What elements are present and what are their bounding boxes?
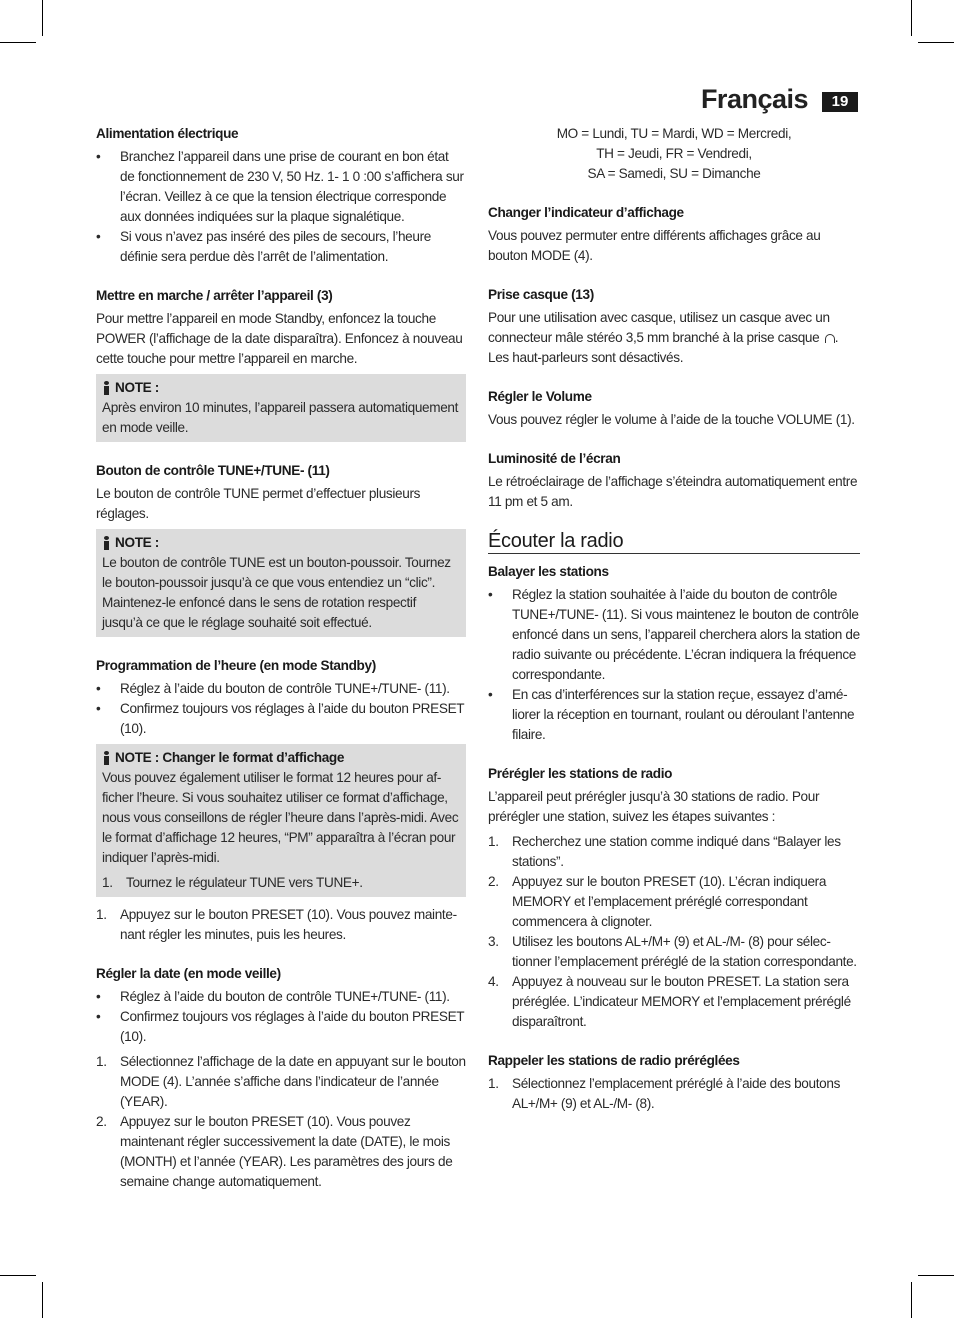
page-title: Français [700,84,808,114]
headphone-icon [825,334,835,343]
section-display [488,203,860,266]
list-item: • Confirmez toujours vos réglages à l’aide du bouton PRESET (10). [96,1007,466,1047]
step-number: 2. [488,874,499,889]
step-number: 1. [102,875,113,890]
step-text: Sélectionnez l’emplacement préréglé à l’aide des boutons AL+/M+ (9) et AL-/M- (8). [512,1076,841,1111]
section-headphones [488,285,860,368]
step-number: 3. [488,934,499,949]
note-title: NOTE : [115,380,159,395]
section-title: Programmation de l’heure (en mode Standby) [96,658,376,673]
paragraph: Le rétroéclairage de l’affichage s’éteindra automatiquement entre 11 pm et 5 am. [488,474,858,509]
step-text: Recherchez une station comme indiqué dans “Balayer les stations”. [512,834,841,869]
section-title: Alimentation électrique [96,126,239,141]
step-number: 1. [96,907,107,922]
info-icon [102,751,111,765]
note-box [96,529,466,637]
info-icon [102,381,111,395]
section-brightness [488,449,860,512]
section-recall [488,1051,860,1114]
crop-mark [918,42,954,43]
step-text: Tournez le régulateur TUNE vers TUNE+. [126,875,363,890]
note-title: NOTE : Changer le format d’affichage [115,750,345,765]
weekday-line: TH = Jeudi, FR = Vendredi, [596,146,752,161]
note-text: Vous pouvez également utiliser le format 12 heures pour afficher l’heure. Si vous souhaitez utiliser ce format d’affichage, nous vous conseillons de régler l’heure dans l’après-midi. Avec le format d’affichage 12 heures, “PM” apparaîtra à l’écran pour indiquer l’après-midi. [102,770,459,865]
section-onoff [96,286,466,442]
paragraph-part: . Les haut-parleurs sont désactivés. [488,330,839,365]
note-box [96,744,466,897]
step-text: Utilisez les boutons AL+/M+ (9) et AL-/M- (8) pour sélectionner l’emplacement préréglé de la station correspondante. [512,934,857,969]
step-text: Sélectionnez l’affichage de la date en appuyant sur le bouton MODE (4). L’année s’affiche dans l’indicateur de l’année (YEAR). [120,1054,466,1109]
section-title: Rappeler les stations de radio préréglées [488,1053,740,1068]
step-number: 1. [488,1076,499,1091]
section-title: Balayer les stations [488,564,609,579]
chapter-heading: Écouter la radio [488,531,860,554]
note-text: Le bouton de contrôle TUNE est un bouton-poussoir. Tournez le bouton-poussoir jusqu’à ce que vous entendiez un “clic”. Maintenez-le enfoncé dans le sens de rotation respectif jusqu’à ce que le réglage souhaité soit effectué. [102,555,451,630]
list-item: • Si vous n’avez pas inséré des piles de secours, l’heure définie sera perdue dès l’arrêt de l’alimentation. [96,227,466,267]
section-scan [488,562,860,745]
paragraph [488,308,860,368]
weekday-line: SA = Samedi, SU = Dimanche [587,166,761,181]
note-text: Après environ 10 minutes, l’appareil passera automatiquement en mode veille. [102,400,459,435]
section-title: Régler la date (en mode veille) [96,966,281,981]
section-volume [488,387,860,430]
list-item: • Branchez l’appareil dans une prise de courant en bon état de fonctionnement de 230 V, 50 Hz. 1- 1 0 :00 s’affichera sur l’écran. Veillez à ce que la tension électrique corresponde aux données indiquées sur la plaque signalétique. [96,147,466,227]
step-text: Appuyez sur le bouton PRESET (10). Vous pouvez maintenant régler successivement la date (DATE), le mois (MONTH) et l’année (YEAR). Les paramètres des jours de semaine change automatiquement. [120,1114,453,1189]
section-preset [488,764,860,1032]
section-title: Prérégler les stations de radio [488,766,673,781]
paragraph: Vous pouvez permuter entre différents affichages grâce au bouton MODE (4). [488,228,821,263]
weekday-line: MO = Lundi, TU = Mardi, WD = Mercredi, [556,126,792,141]
section-power [96,124,466,267]
section-title: Bouton de contrôle TUNE+/TUNE- (11) [96,463,330,478]
crop-mark [911,0,912,36]
step-text: Appuyez sur le bouton PRESET (10). Vous pouvez maintenant régler les minutes, puis les heures. [120,907,458,942]
left-column [96,124,466,1211]
list-item: • Réglez à l’aide du bouton de contrôle TUNE+/TUNE- (11). [96,679,466,699]
crop-mark [42,0,43,36]
paragraph-part: Pour une utilisation avec casque, utilisez un casque avec un connecteur mâle stéréo 3,5 mm branché à la prise casque [488,310,830,345]
crop-mark [911,1282,912,1318]
list-item: • Réglez à l’aide du bouton de contrôle TUNE+/TUNE- (11). [96,987,466,1007]
right-column [488,124,860,1133]
step-number: 4. [488,974,499,989]
paragraph: L’appareil peut prérégler jusqu’à 30 stations de radio. Pour prérégler une station, suivez les étapes suivantes : [488,789,820,824]
paragraph: Pour mettre l’appareil en mode Standby, enfoncez la touche POWER (l’affichage de la date disparaîtra). Enfoncez à nouveau cette touche pour mettre l’appareil en marche. [96,311,463,366]
step-number: 1. [96,1054,107,1069]
weekday-legend [488,124,860,184]
section-title: Changer l’indicateur d’affichage [488,205,684,220]
paragraph: Le bouton de contrôle TUNE permet d’effectuer plusieurs réglages. [96,486,421,521]
info-icon [102,536,111,550]
section-title: Luminosité de l’écran [488,451,621,466]
note-box [96,374,466,442]
list-item: • Réglez la station souhaitée à l’aide du bouton de contrôle TUNE+/TUNE- (11). Si vous maintenez le bouton de contrôle enfoncé dans un sens, l’appareil cherchera alors la station de radio suivante ou précédente. L’écran indiquera la fréquence correspondante. [488,585,860,685]
section-title: Mettre en marche / arrêter l’appareil (3) [96,288,333,303]
crop-mark [918,1275,954,1276]
paragraph: Vous pouvez régler le volume à l’aide de la touche VOLUME (1). [488,412,855,427]
list-item: • Confirmez toujours vos réglages à l’aide du bouton PRESET (10). [96,699,466,739]
step-number: 1. [488,834,499,849]
section-date [96,964,466,1192]
page-number: 19 [822,92,858,112]
section-clock [96,656,466,945]
section-title: Régler le Volume [488,389,592,404]
crop-mark [0,42,36,43]
step-number: 2. [96,1114,107,1129]
crop-mark [0,1275,36,1276]
crop-mark [42,1282,43,1318]
section-tune [96,461,466,637]
section-title: Prise casque (13) [488,287,594,302]
step-text: Appuyez sur le bouton PRESET (10). L’écran indiquera MEMORY et l’emplacement préréglé correspondant commencera à clignoter. [512,874,827,929]
list-item: • En cas d’interférences sur la station reçue, essayez d’améliorer la réception en tournant, roulant ou déroulant l’antenne filaire. [488,685,860,745]
step-text: Appuyez à nouveau sur le bouton PRESET. La station sera préréglée. L’indicateur MEMORY et l’emplacement préréglé disparaîtront. [512,974,851,1029]
note-title: NOTE : [115,535,159,550]
